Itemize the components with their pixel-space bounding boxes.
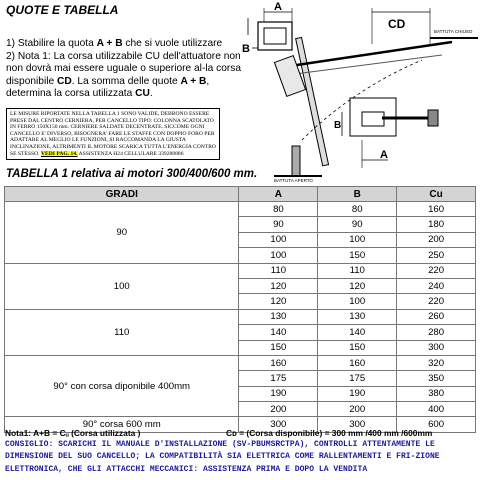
table-row: [5, 355, 476, 370]
table-row: [5, 309, 476, 324]
value-cu-cell: 300: [397, 340, 476, 355]
value-a-cell: 140: [239, 325, 318, 340]
value-a-cell: 190: [239, 386, 318, 401]
actuator-arm: [290, 42, 452, 66]
intro-line2: 2) Nota 1: La corsa utilizzabile CU dell'attuatore non non dovrà mai essere uguale o superiore al-la corsa disponibile CD. La somma delle quote: [6, 50, 242, 87]
value-cu-cell: 600: [397, 417, 476, 432]
intro-line3: A + B, determina la corsa utilizzata CU.: [6, 75, 210, 100]
intro-line1: 1) Stabilire la quota A + B che si vuole utilizzare: [6, 38, 223, 49]
gradi-cell: 110: [5, 309, 239, 355]
header-cu: Cu: [397, 187, 476, 202]
value-cu-cell: 240: [397, 278, 476, 293]
value-b-cell: 160: [318, 355, 397, 370]
value-cu-cell: 280: [397, 325, 476, 340]
value-b-cell: 150: [318, 340, 397, 355]
value-b-cell: 80: [318, 202, 397, 217]
value-b-cell: 90: [318, 217, 397, 232]
value-cu-cell: 380: [397, 386, 476, 401]
table-subtitle: TABELLA 1 relativa ai motori 300/400/600 mm.: [6, 168, 258, 180]
advice-text: CONSIGLIO: SCARICHI IL MANUALE D'INSTALLAZIONE (SV-PBUMSRCTPA), CONTROLLI ATTENTAMENTE LE DIMENSIONE DEL SUO CANCELLO; LA COMPATIBILITÀ SIA ELETTRICA COME RALLENTAMENTI E FRI-ZIONE ELETTRONICA, CHE GLI ATTACCHI MECCANICI: ASSISTENZA PRIMA E DOPO LA VENDITA: [5, 440, 440, 474]
nota1-corsa-disponibile: Cᴅ = (Corsa disponibile) = 300 mm /400 mm /600mm: [226, 428, 433, 438]
table-row: [5, 202, 476, 217]
nota1-formula: Nota1: A+B = Cᵤ (Corsa utilizzata ): [5, 428, 141, 438]
value-a-cell: 300: [239, 417, 318, 432]
value-a-cell: 120: [239, 294, 318, 309]
header-a: A: [239, 187, 318, 202]
value-cu-cell: 160: [397, 202, 476, 217]
value-a-cell: 130: [239, 309, 318, 324]
value-a-cell: 110: [239, 263, 318, 278]
battuta-chiuso-label: BATTUTA CHIUSO: [434, 29, 473, 34]
value-cu-cell: 400: [397, 402, 476, 417]
value-b-cell: 150: [318, 248, 397, 263]
vedi-link[interactable]: VEDI PAG. 14.: [40, 150, 78, 157]
detail-bracket: [428, 110, 438, 126]
value-b-cell: 175: [318, 371, 397, 386]
value-b-cell: 120: [318, 278, 397, 293]
pillar-inner: [264, 28, 286, 44]
actuator-rail: [287, 55, 442, 75]
gradi-cell: 90: [5, 202, 239, 264]
installation-note-box: [6, 108, 220, 160]
table-row: [5, 263, 476, 278]
table-header-row: [5, 187, 476, 202]
value-a-cell: 120: [239, 278, 318, 293]
page-title: QUOTE E TABELLA: [6, 3, 119, 17]
installation-diagram: [242, 0, 480, 184]
detail-a-label: A: [380, 149, 388, 161]
dim-b-label: B: [242, 43, 250, 55]
value-a-cell: 100: [239, 232, 318, 247]
dim-cd-label: CD: [388, 17, 406, 31]
detail-inner: [362, 112, 384, 126]
bottom-post: [292, 146, 300, 176]
value-a-cell: 200: [239, 402, 318, 417]
value-cu-cell: 220: [397, 263, 476, 278]
header-b: B: [318, 187, 397, 202]
value-a-cell: 90: [239, 217, 318, 232]
value-cu-cell: 250: [397, 248, 476, 263]
value-b-cell: 190: [318, 386, 397, 401]
quote-table: [4, 186, 476, 433]
table-body: [5, 202, 476, 433]
value-a-cell: 150: [239, 340, 318, 355]
value-b-cell: 130: [318, 309, 397, 324]
dim-a-label: A: [274, 1, 282, 13]
gradi-cell: 90° corsa 600 mm: [5, 417, 239, 432]
gradi-cell: 90° con corsa diponibile 400mm: [5, 355, 239, 417]
note-tail: ASSISTENZA H24 CELLULARE 339288886: [77, 150, 184, 157]
value-a-cell: 80: [239, 202, 318, 217]
intro-text: [6, 38, 242, 101]
value-b-cell: 140: [318, 325, 397, 340]
value-cu-cell: 320: [397, 355, 476, 370]
value-b-cell: 200: [318, 402, 397, 417]
value-cu-cell: 180: [397, 217, 476, 232]
value-b-cell: 100: [318, 294, 397, 309]
value-cu-cell: 350: [397, 371, 476, 386]
header-gradi: GRADI: [5, 187, 239, 202]
value-cu-cell: 260: [397, 309, 476, 324]
value-a-cell: 100: [239, 248, 318, 263]
value-b-cell: 100: [318, 232, 397, 247]
gradi-cell: 100: [5, 263, 239, 309]
value-a-cell: 175: [239, 371, 318, 386]
value-cu-cell: 200: [397, 232, 476, 247]
note-text: LE MISURE RIPORTATE NELLA TABELLA 1 SONO VALIDE, DEBBONO ESSERE PRESE DAL CENTRO CERNIERA, PER CANCELLO TIPO: COLONNA SCATOLATO IN FERRO 150X150 mm. CERNIERE SALDATE DECENTRATE. SICCOME OGNI CANCELLO E' DIVERSO, BISOGNERA' FARE LE STAFFE CON DOPPIO FORO PER ADATTARE AL MEGLIO LE FUNZIONI, SI RACCOMANDA LA GIUSTA INCLINAZIONE, ALTRIMENTI IL MOTORE SCARICA TUTTA L'ENERGIA CONTRO SE STESSO.: [10, 111, 216, 157]
battuta-aperto-label: BATTUTA APERTO: [274, 178, 313, 183]
detail-b-label: B: [334, 120, 342, 131]
value-b-cell: 300: [318, 417, 397, 432]
gate-post: [296, 37, 329, 165]
value-cu-cell: 220: [397, 294, 476, 309]
value-b-cell: 110: [318, 263, 397, 278]
value-a-cell: 160: [239, 355, 318, 370]
